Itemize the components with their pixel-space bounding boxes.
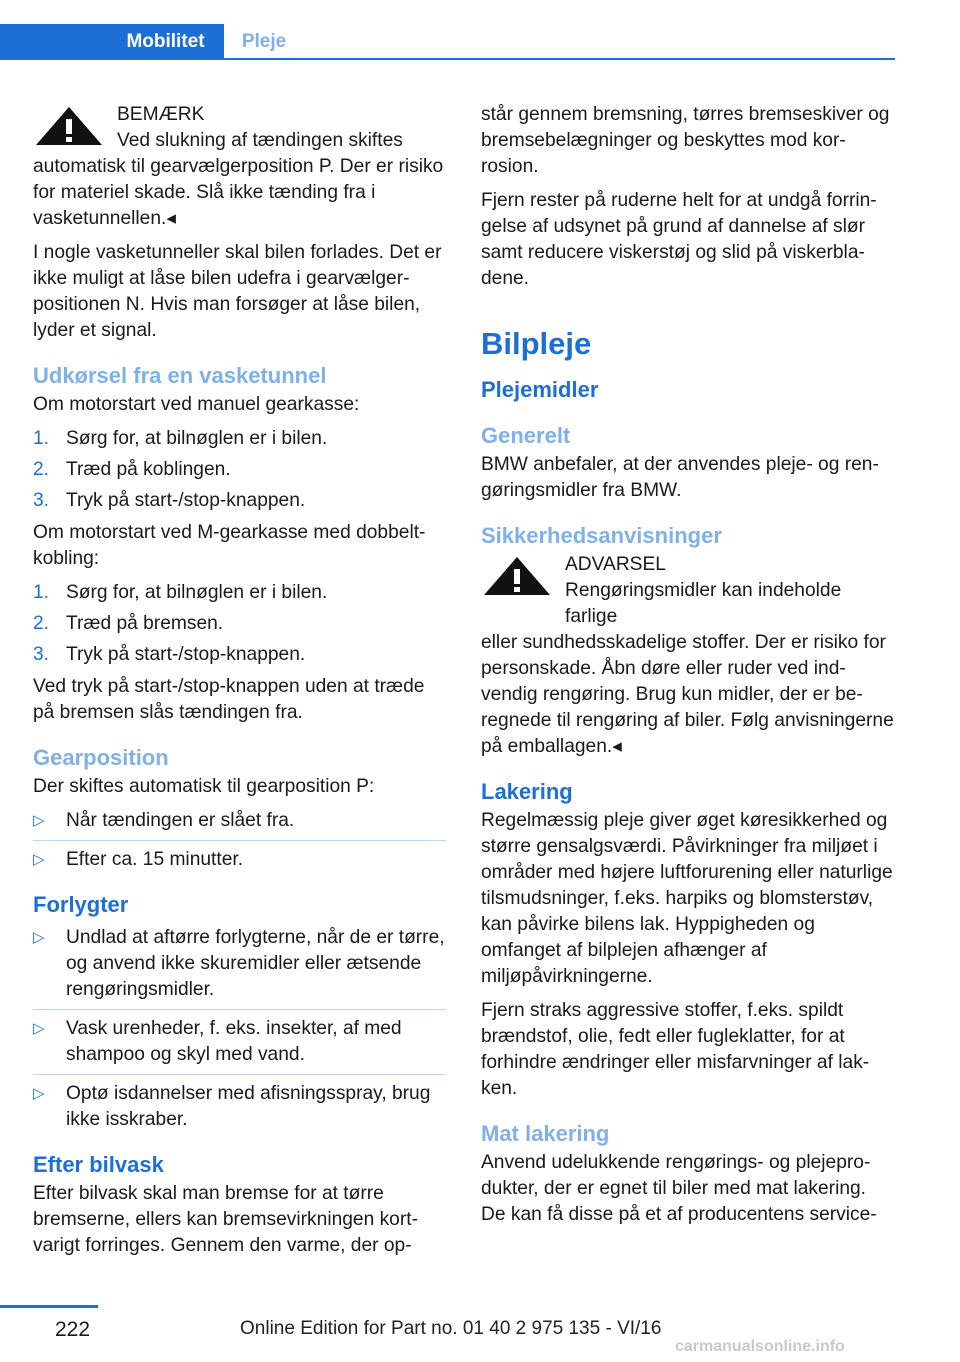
notice-bemaerk	[33, 102, 446, 232]
tab-pleje[interactable]: Pleje	[241, 31, 287, 52]
paragraph: Om motorstart ved manuel gearkasse:	[33, 394, 360, 415]
list-item	[33, 847, 446, 873]
list-item-text: Vask urenheder, f. eks. insekter, af med shampoo og skyl med vand.	[66, 1018, 402, 1065]
step-text: Tryk på start-/stop-knappen.	[66, 490, 306, 511]
list-item-text: Efter ca. 15 minutter.	[66, 849, 244, 870]
watermark: carmanualsonline.info	[675, 1338, 845, 1355]
warning-triangle-icon	[33, 104, 105, 148]
header-tabbar	[0, 24, 895, 62]
list-item	[33, 925, 446, 1010]
list-item	[33, 580, 446, 606]
step-text: Sørg for, at bilnøglen er i bilen.	[66, 428, 328, 449]
list-item	[33, 457, 446, 483]
step-number: 3.	[33, 644, 50, 665]
triangle-bullet-icon: ▷	[33, 851, 45, 868]
paragraph: Fjern rester på ruderne helt for at undgå forringelse af udsynet på grund af dannelse af slør samt reducere viskerstøj og slid på viskerbladene.	[481, 190, 877, 289]
footer-rule	[0, 1305, 98, 1308]
step-text: Træd på koblingen.	[66, 459, 231, 480]
right-column	[481, 102, 895, 1236]
heading-forlygter: Forlygter	[33, 892, 129, 917]
paragraph: står gennem bremsning, tørres bremseskiver og bremsebelægninger og beskyttes mod korrosion.	[481, 104, 890, 177]
heading-udkorsel: Udkørsel fra en vasketunnel	[33, 363, 327, 388]
list-item	[33, 642, 446, 668]
page-number: 222	[55, 1318, 91, 1341]
notice-title: ADVARSEL	[565, 554, 666, 575]
steps-mgear	[33, 580, 446, 668]
heading-bilpleje: Bilpleje	[481, 326, 592, 361]
left-column	[33, 102, 446, 1267]
list-item	[33, 1081, 446, 1133]
heading-plejemidler: Plejemidler	[481, 377, 599, 402]
triangle-bullet-icon: ▷	[33, 812, 45, 829]
list-item-text: Undlad at aftørre forlygterne, når de er tørre, og anvend ikke skuremidler eller ætsende rengøringsmidler.	[66, 927, 445, 1000]
notice-text: eller sundhedsskadelige stoffer. Der er risiko for personskade. Åbn døre eller ruder ved indvendig rengøring. Brug kun midler, der er beregnede til rengøring af biler. Følg anvisningerne på emballagen.◂	[481, 632, 894, 757]
heading-lakering: Lakering	[481, 779, 573, 804]
steps-manual	[33, 426, 446, 514]
step-number: 2.	[33, 613, 50, 634]
heading-efter-bilvask: Efter bilvask	[33, 1152, 164, 1177]
list-item	[33, 808, 446, 841]
notice-title: BEMÆRK	[117, 104, 205, 125]
paragraph: Anvend udelukkende rengørings- og plejeprodukter, der er egnet til biler med mat lakering. De kan få disse på et af producentens service-	[481, 1152, 877, 1225]
tab-mobilitet[interactable]: Mobilitet	[107, 24, 224, 60]
step-number: 3.	[33, 490, 50, 511]
list-item	[33, 1016, 446, 1075]
paragraph: BMW anbefaler, at der anvendes pleje- og rengøringsmidler fra BMW.	[481, 454, 879, 501]
header-divider	[224, 58, 895, 60]
list-item-text: Når tændingen er slået fra.	[66, 810, 295, 831]
paragraph: Fjern straks aggressive stoffer, f.eks. spildt brændstof, olie, fedt eller fugleklatter, for at forhindre ændringer eller misfarvninger af lakken.	[481, 1000, 870, 1099]
forlygter-list	[33, 925, 446, 1133]
heading-mat-lakering: Mat lakering	[481, 1121, 610, 1146]
triangle-bullet-icon: ▷	[33, 1085, 45, 1102]
notice-text: automatisk til gearvælgerposition P. Der er risiko for materiel skade. Slå ikke tænding fra i vasketunnellen.◂	[33, 156, 444, 229]
edition-note: Online Edition for Part no. 01 40 2 975 135 - VI/16	[240, 1318, 662, 1339]
step-number: 1.	[33, 428, 50, 449]
list-item	[33, 426, 446, 452]
paragraph: Regelmæssig pleje giver øget køresikkerhed og større gensalgsværdi. Påvirkninger fra miljøet i områder med højere luftforurening eller naturlige tilsmudsninger, f.eks. harpiks og blomsterstøv, kan påvirke bilens lak. Hyppigheden og omfanget af bilplejen afhænger af miljøpåvirkningerne.	[481, 810, 893, 987]
tab-spacer	[0, 24, 107, 60]
list-item-text: Optø isdannelser med afisningsspray, brug ikke isskraber.	[66, 1083, 431, 1130]
notice-line1: Ved slukning af tændingen skiftes	[117, 130, 403, 151]
paragraph: Der skiftes automatisk til gearposition P:	[33, 776, 375, 797]
heading-gearposition: Gearposition	[33, 745, 169, 770]
step-text: Træd på bremsen.	[66, 613, 224, 634]
warning-triangle-icon	[481, 554, 553, 598]
step-text: Sørg for, at bilnøglen er i bilen.	[66, 582, 328, 603]
triangle-bullet-icon: ▷	[33, 929, 45, 946]
paragraph: I nogle vasketunneller skal bilen forlades. Det er ikke muligt at låse bilen udefra i gearvælgerpositionen N. Hvis man forsøger at låse bilen, lyder et signal.	[33, 242, 442, 341]
step-number: 2.	[33, 459, 50, 480]
notice-line1: Rengøringsmidler kan indeholde farlige	[565, 580, 842, 627]
step-number: 1.	[33, 582, 50, 603]
paragraph: Ved tryk på start-/stop-knappen uden at træde på bremsen slås tændingen fra.	[33, 676, 425, 723]
list-item	[33, 488, 446, 514]
notice-advarsel	[481, 552, 895, 760]
gear-list	[33, 808, 446, 873]
heading-generelt: Generelt	[481, 423, 571, 448]
heading-sikkerhed: Sikkerhedsanvisninger	[481, 523, 722, 548]
paragraph: Om motorstart ved M-gearkasse med dobbeltkobling:	[33, 522, 426, 569]
paragraph: Efter bilvask skal man bremse for at tørre bremserne, ellers kan bremsevirkningen kortvarigt forringes. Gennem den varme, der op-	[33, 1183, 418, 1256]
step-text: Tryk på start-/stop-knappen.	[66, 644, 306, 665]
triangle-bullet-icon: ▷	[33, 1020, 45, 1037]
list-item	[33, 611, 446, 637]
